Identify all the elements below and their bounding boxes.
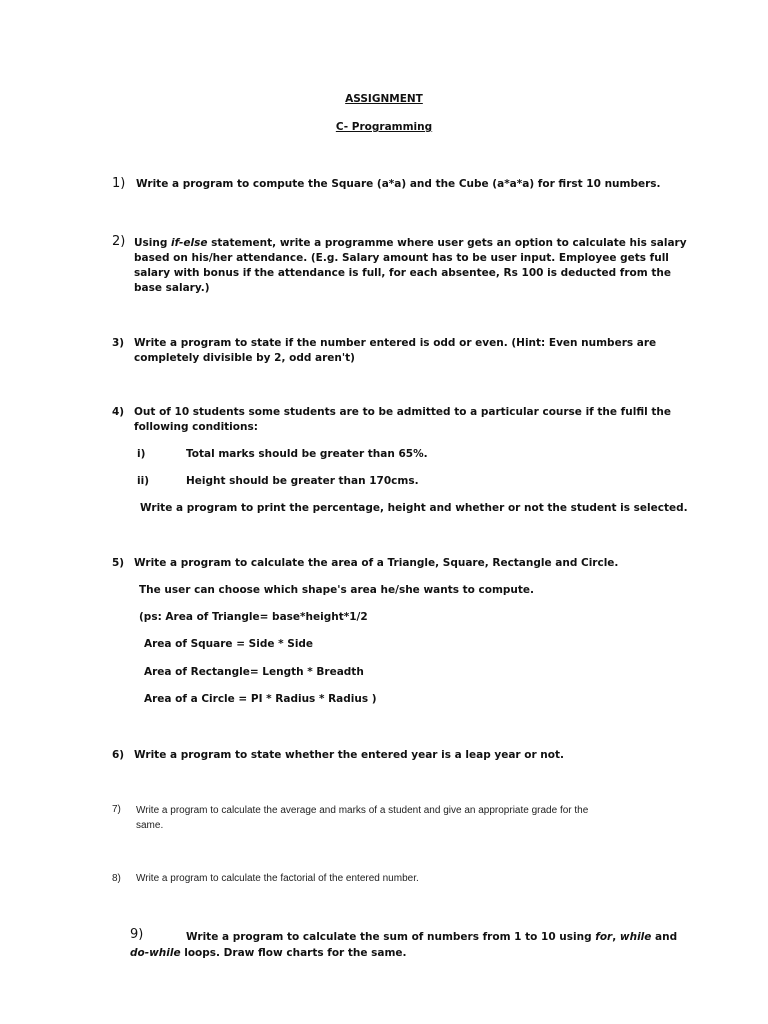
question-7-line-1: Write a program to calculate the average and marks of a student and give an appropriate grade for the	[136, 805, 589, 816]
question-6-number: 6)	[112, 749, 125, 761]
question-6-text: Write a program to state whether the entered year is a leap year or not.	[134, 749, 564, 761]
question-3-number: 3)	[112, 337, 125, 349]
question-4-number: 4)	[112, 406, 125, 418]
question-9-text	[130, 930, 690, 961]
question-9-number: 9)	[130, 927, 144, 942]
question-9-line-1: Write a program to calculate the sum of numbers from 1 to 10 using for, while and	[186, 931, 678, 943]
question-2-line-2: based on his/her attendance. (E.g. Salary amount has to be user input. Employee gets full	[134, 252, 669, 264]
condition-1-text: Total marks should be greater than 65%.	[186, 448, 428, 460]
formula-square: Area of Square = Side * Side	[144, 638, 314, 650]
formula-rectangle: Area of Rectangle= Length * Breadth	[144, 666, 364, 678]
question-7-number: 7)	[112, 804, 121, 815]
question-4-tail: Write a program to print the percentage, height and whether or not the student is selected.	[140, 502, 688, 514]
condition-1-label: i)	[137, 448, 146, 460]
question-2-number: 2)	[112, 234, 126, 249]
condition-2-label: ii)	[137, 475, 149, 487]
question-3-line-2: completely divisible by 2, odd aren't)	[134, 352, 355, 364]
formula-circle: Area of a Circle = PI * Radius * Radius )	[144, 693, 377, 705]
question-2-text	[134, 236, 694, 296]
page-subtitle: C- Programming	[335, 121, 433, 133]
question-8-text: Write a program to calculate the factorial of the entered number.	[136, 873, 419, 884]
question-5-line-1: Write a program to calculate the area of a Triangle, Square, Rectangle and Circle.	[134, 557, 619, 569]
question-5-number: 5)	[112, 557, 125, 569]
question-2-line-3: salary with bonus if the attendance is full, for each absentee, Rs 100 is deducted from the	[134, 267, 671, 279]
question-4-text	[134, 405, 694, 435]
question-1-text: Write a program to compute the Square (a*a) and the Cube (a*a*a) for first 10 numbers.	[136, 178, 661, 190]
question-2-line-1: Using if-else statement, write a programme where user gets an option to calculate his salary	[134, 237, 687, 249]
condition-2-text: Height should be greater than 170cms.	[186, 475, 419, 487]
question-4-line-2: following conditions:	[134, 421, 258, 433]
question-1-number: 1)	[112, 176, 126, 191]
question-7-text	[136, 803, 696, 833]
question-8-number: 8)	[112, 873, 121, 884]
question-3-text	[134, 336, 694, 366]
question-4-line-1: Out of 10 students some students are to be admitted to a particular course if the fulfil the	[134, 406, 671, 418]
question-2-line-4: base salary.)	[134, 282, 210, 294]
formula-triangle: (ps: Area of Triangle= base*height*1/2	[139, 611, 368, 623]
page-title: ASSIGNMENT	[345, 93, 423, 105]
question-5-line-2: The user can choose which shape's area he/she wants to compute.	[139, 584, 535, 596]
question-3-line-1: Write a program to state if the number entered is odd or even. (Hint: Even numbers are	[134, 337, 657, 349]
question-7-line-2: same.	[136, 820, 164, 831]
question-9-line-2: do-while loops. Draw flow charts for the same.	[130, 947, 407, 959]
